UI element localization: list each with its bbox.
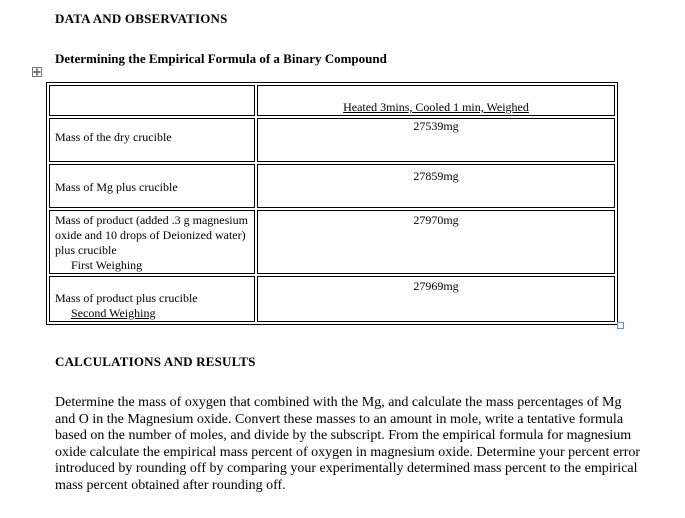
data-observations-heading: DATA AND OBSERVATIONS	[55, 11, 228, 26]
row-label	[49, 276, 255, 322]
row-value: 27859mg	[257, 164, 615, 208]
table-row	[49, 276, 615, 322]
header-cell-conditions	[257, 85, 615, 116]
conditions-label: Heated 3mins, Cooled 1 min, Weighed	[343, 100, 529, 114]
calculations-results-heading: CALCULATIONS AND RESULTS	[55, 354, 256, 369]
table-move-handle-icon[interactable]	[32, 67, 42, 77]
row-label	[49, 210, 255, 274]
table-resize-handle-icon[interactable]	[617, 322, 624, 329]
table-row	[49, 210, 615, 274]
row-value: 27969mg	[257, 276, 615, 322]
header-cell-blank	[49, 85, 255, 116]
observations-table	[46, 82, 618, 325]
row-sublabel: First Weighing	[71, 258, 143, 272]
document-subtitle: Determining the Empirical Formula of a Binary Compound	[55, 51, 387, 66]
instructions-paragraph: Determine the mass of oxygen that combined with the Mg, and calculate the mass percentages of Mg and O in the Magnesium oxide. Convert these masses to an amount in mole, write a tentative formula based on the number of moles, and divide by the subscript. From the empirical formula for magnesium oxide calculate the empirical mass percent of oxygen in magnesium oxide. Determine your percent error introduced by rounding off by comparing your experimentally determined mass percent to the empirical mass percent obtained after rounding off.	[55, 395, 641, 493]
row-value: 27539mg	[257, 118, 615, 162]
table-row	[49, 118, 615, 162]
row-label-text: Mass of product plus crucible	[55, 291, 198, 305]
row-sublabel: Second Weighing	[71, 306, 156, 320]
row-label	[49, 118, 255, 162]
row-label	[49, 164, 255, 208]
row-label-text: Mass of Mg plus crucible	[55, 180, 178, 194]
row-label-text: Mass of product (added .3 g magnesium oxide and 10 drops of Deionized water) plus crucible	[55, 213, 248, 257]
row-value: 27970mg	[257, 210, 615, 274]
table-row	[49, 164, 615, 208]
row-label-text: Mass of the dry crucible	[55, 130, 172, 144]
table-header-row	[49, 85, 615, 116]
